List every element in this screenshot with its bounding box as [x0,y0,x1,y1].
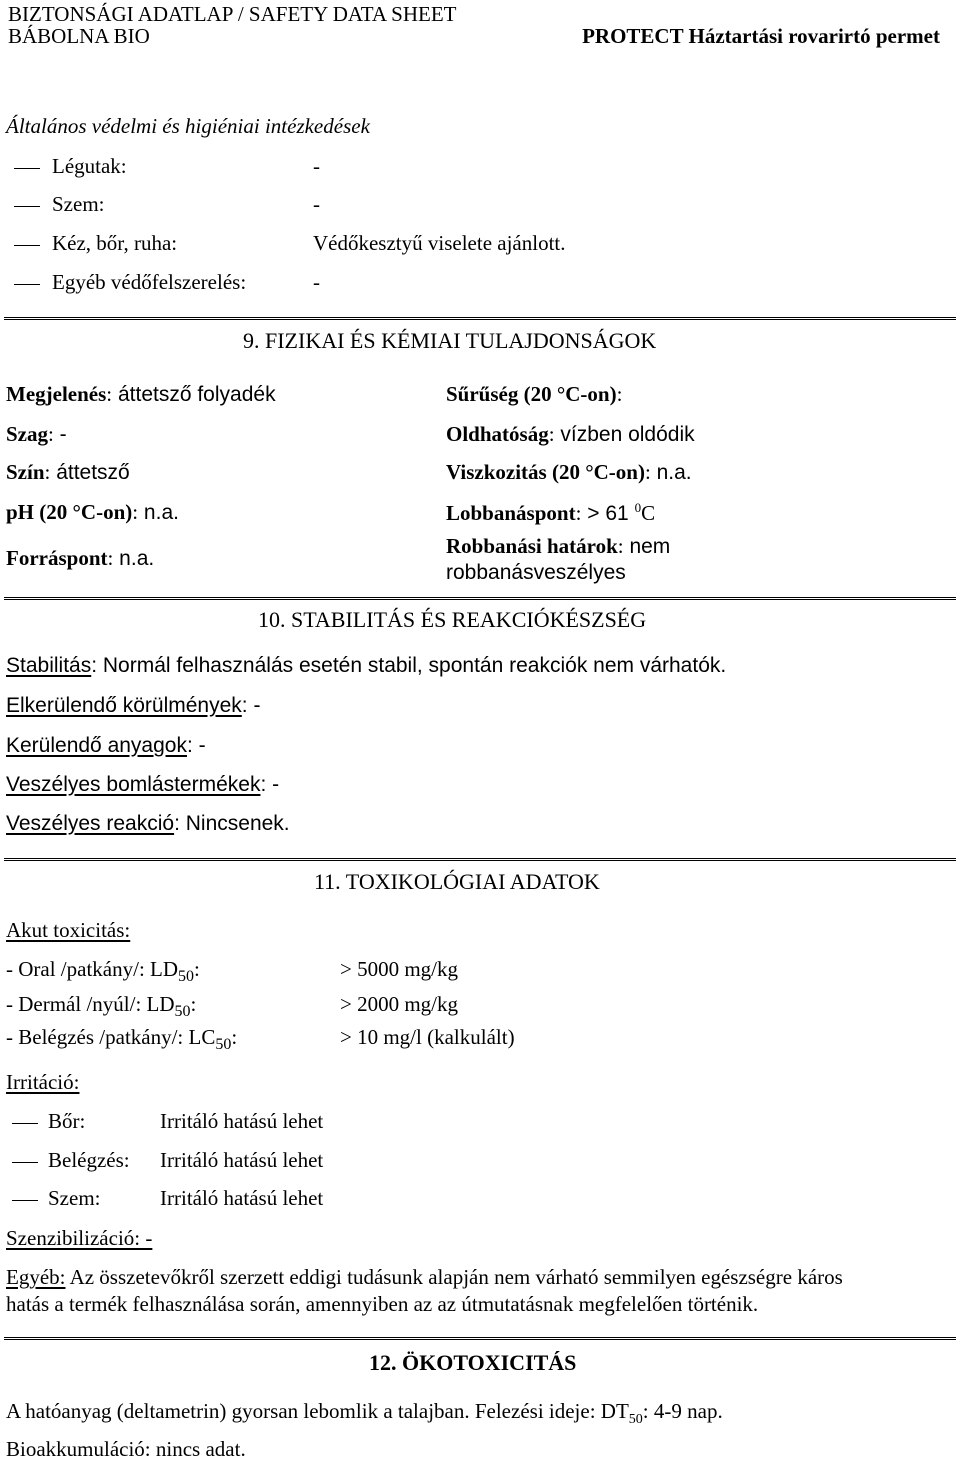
stability-line: Stabilitás: Normál felhasználás esetén stabil, spontán reakciók nem várhatók. [6,654,727,677]
acute-toxicity-label: Akut toxicitás: [6,918,131,942]
section-11-title: 11. TOXIKOLÓGIAI ADATOK [314,869,600,894]
property-solubility: Oldhatóság: vízben oldódik [446,422,695,446]
dash-marker [12,1200,38,1201]
toxicity-oral-value: > 5000 mg/kg [340,957,459,981]
property-color: Szín: áttetsző [6,460,130,484]
property-density: Sűrűség (20 °C-on): [446,382,623,406]
other-effects-line2: hatás a termék felhasználása során, amennyiben az az útmutatásnak megfelelően történik. [6,1292,759,1316]
property-ph: pH (20 °C-on): n.a. [6,500,179,524]
protection-label: Kéz, bőr, ruha: [52,231,178,255]
property-boiling-point: Forráspont: n.a. [6,546,155,570]
dash-marker [12,1123,38,1124]
toxicity-inhalation-value: > 10 mg/l (kalkulált) [340,1025,515,1049]
section-divider [4,858,956,861]
property-viscosity: Viszkozitás (20 °C-on): n.a. [446,460,692,484]
irritation-value-skin: Irritáló hatású lehet [160,1109,324,1133]
irritation-label: Irritáció: [6,1070,80,1094]
hazardous-decomposition: Veszélyes bomlástermékek: - [6,773,280,796]
irritation-item [12,1186,38,1211]
toxicity-dermal: - Dermál /nyúl/: $LD_{50}$: [6,992,197,1021]
conditions-to-avoid: Elkerülendő körülmények: - [6,694,261,717]
toxicity-inhalation: - Belégzés /patkány/: $LC_{50}$: [6,1025,238,1054]
irritation-item [12,1109,38,1134]
protection-value: - [313,270,320,294]
section-12-title: 12. ÖKOTOXICITÁS [369,1350,577,1375]
section-10-title: 10. STABILITÁS ÉS REAKCIÓKÉSZSÉG [258,607,647,632]
irritation-item [12,1148,38,1173]
property-appearance: Megjelenés: áttetsző folyadék [6,382,276,406]
dash-marker [14,168,40,169]
section-divider [4,597,956,600]
doc-type-title: BIZTONSÁGI ADATLAP / SAFETY DATA SHEET [8,2,457,26]
protection-value: Védőkesztyű viselete ajánlott. [313,231,566,255]
section-9-title: 9. FIZIKAI ÉS KÉMIAI TULAJDONSÁGOK [243,328,657,353]
ecotox-bioaccumulation: Bioakkumuláció: nincs adat. [6,1437,246,1461]
protection-label: Szem: [52,192,105,216]
protection-value: - [313,154,320,178]
materials-to-avoid: Kerülendő anyagok: - [6,734,206,757]
explosion-limits-continued: robbanásveszélyes [446,561,626,584]
dash-marker [12,1162,38,1163]
company-name: BÁBOLNA BIO [8,24,150,48]
ecotox-degradation: A hatóanyag (deltametrin) gyorsan lebomlik a talajban. Felezési ideje: $DT_{50}$: 4-9 nap. [6,1399,723,1428]
toxicity-oral: - Oral /patkány/: $LD_{50}$: [6,957,200,986]
irritation-value-eye: Irritáló hatású lehet [160,1186,324,1210]
protection-item [14,192,40,217]
sensitization-line: Szenzibilizáció: - [6,1226,153,1250]
irritation-label-inhalation: Belégzés: [48,1148,130,1172]
protection-label: Egyéb védőfelszerelés: [52,270,247,294]
property-flash-point: Lobbanáspont: > 61 $^0$C [446,500,656,525]
product-name: PROTECT Háztartási rovarirtó permet [582,24,940,48]
protection-title: Általános védelmi és higiéniai intézkedések [6,114,370,138]
section-divider [4,317,956,320]
property-odor: Szag: - [6,422,67,446]
irritation-label-skin: Bőr: [48,1109,86,1133]
protection-item [14,231,40,256]
dash-marker [14,245,40,246]
protection-label: Légutak: [52,154,127,178]
protection-item [14,270,40,295]
other-effects-line1: Egyéb: Az összetevőkről szerzett eddigi tudásunk alapján nem várható semmilyen egészségre káros [6,1265,843,1289]
toxicity-dermal-value: > 2000 mg/kg [340,992,459,1016]
property-explosion-limits: Robbanási határok: nem [446,534,671,558]
protection-value: - [313,192,320,216]
protection-item [14,154,40,179]
irritation-label-eye: Szem: [48,1186,101,1210]
section-divider [4,1337,956,1340]
hazardous-reaction: Veszélyes reakció: Nincsenek. [6,812,290,835]
irritation-value-inhalation: Irritáló hatású lehet [160,1148,324,1172]
dash-marker [14,206,40,207]
dash-marker [14,284,40,285]
